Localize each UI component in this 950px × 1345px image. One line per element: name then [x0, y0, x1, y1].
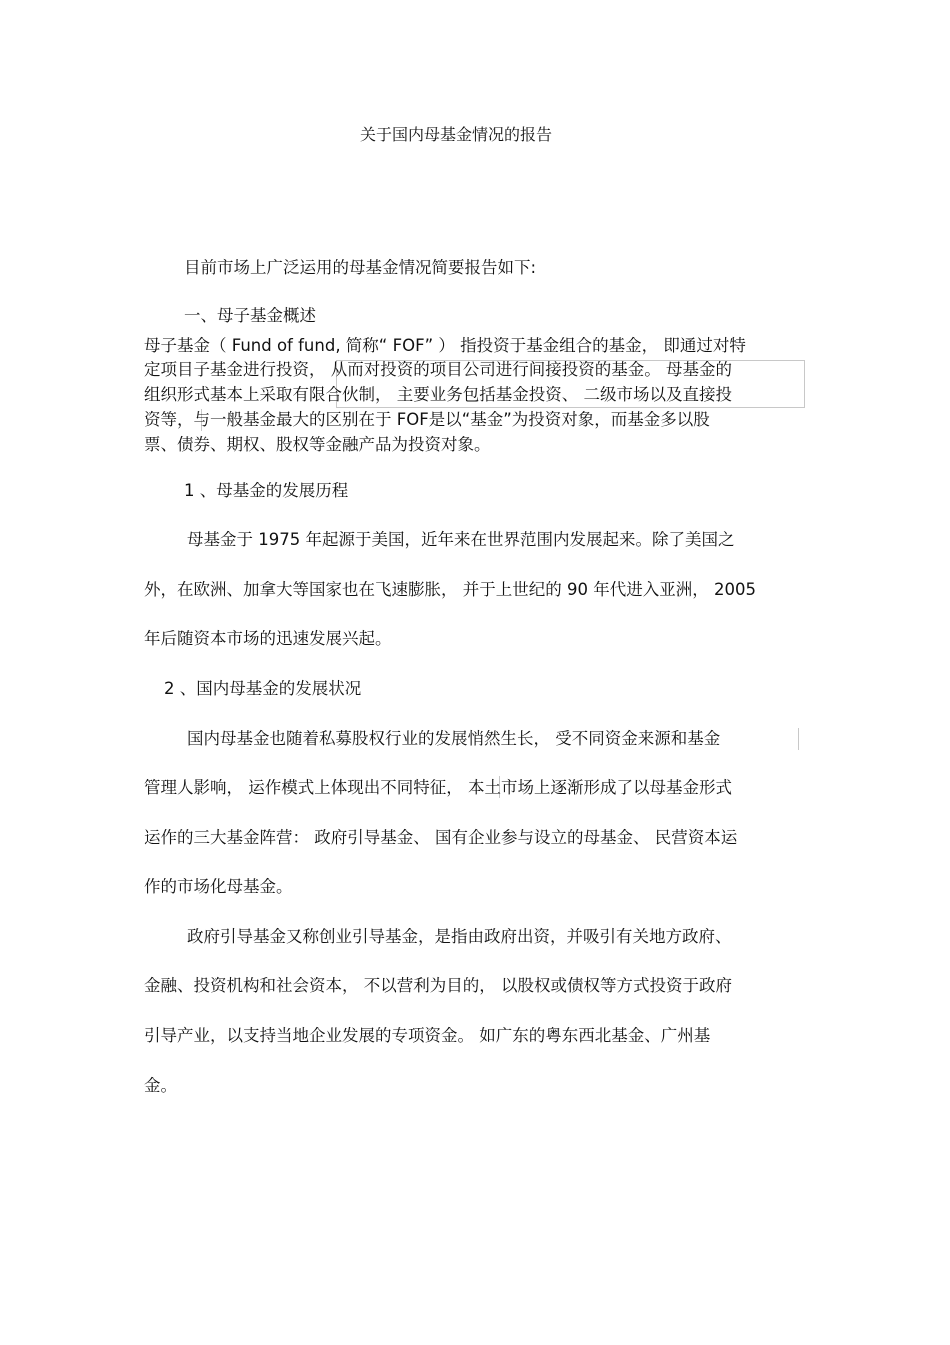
section-1-line-4: 资等，与一般基金最大的区别在于 FOF是以“基金”为投资对象，而基金多以股: [144, 410, 710, 429]
subsection-2-p1-line-1: 国内母基金也随着私募股权行业的发展悄然生长， 受不同资金来源和基金: [187, 729, 721, 748]
section-1-line-5: 票、债券、期权、股权等金融产品为投资对象。: [144, 435, 491, 454]
subsection-1-line-1: 母基金于 1975 年起源于美国，近年来在世界范围内发展起来。除了美国之: [187, 530, 735, 549]
document-title: 关于国内母基金情况的报告: [360, 125, 553, 144]
section-1-line-2: 定项目子基金进行投资， 从而对投资的项目公司进行间接投资的基金。 母基金的: [144, 360, 732, 379]
subsection-2-p2-line-3: 引导产业，以支持当地企业发展的专项资金。 如广东的粤东西北基金、广州基: [144, 1026, 711, 1045]
subsection-2-p2-line-4: 金。: [144, 1076, 177, 1095]
subsection-2-p2-line-1: 政府引导基金又称创业引导基金，是指由政府出资，并吸引有关地方政府、: [187, 927, 732, 946]
subsection-1-line-3: 年后随资本市场的迅速发展兴起。: [144, 629, 392, 648]
subsection-2-p1-line-4: 作的市场化母基金。: [144, 877, 293, 896]
subsection-2-p2-line-2: 金融、投资机构和社会资本， 不以营利为目的， 以股权或债权等方式投资于政府: [144, 976, 732, 995]
subsection-2-p1-line-2: 管理人影响， 运作模式上体现出不同特征， 本土市场上逐渐形成了以母基金形式: [144, 778, 732, 797]
frame-artifact-tick: [798, 728, 799, 750]
subsection-1-line-2: 外，在欧洲、加拿大等国家也在飞速膨胀， 并于上世纪的 90 年代进入亚洲， 2005: [144, 580, 756, 599]
intro-paragraph: 目前市场上广泛运用的母基金情况简要报告如下:: [184, 258, 537, 277]
section-1-line-1: 母子基金（ Fund of fund, 简称“ FOF” ） 指投资于基金组合的基金， 即通过对特: [144, 336, 746, 355]
subsection-1-heading: 1 、母基金的发展历程: [184, 481, 349, 500]
subsection-2-heading: 2 、国内母基金的发展状况: [164, 679, 362, 698]
subsection-2-p1-line-3: 运作的三大基金阵营： 政府引导基金、 国有企业参与设立的母基金、 民营资本运: [144, 828, 738, 847]
section-1-heading: 一、母子基金概述: [184, 306, 316, 325]
section-1-line-3: 组织形式基本上采取有限合伙制， 主要业务包括基金投资、 二级市场以及直接投: [144, 385, 732, 404]
